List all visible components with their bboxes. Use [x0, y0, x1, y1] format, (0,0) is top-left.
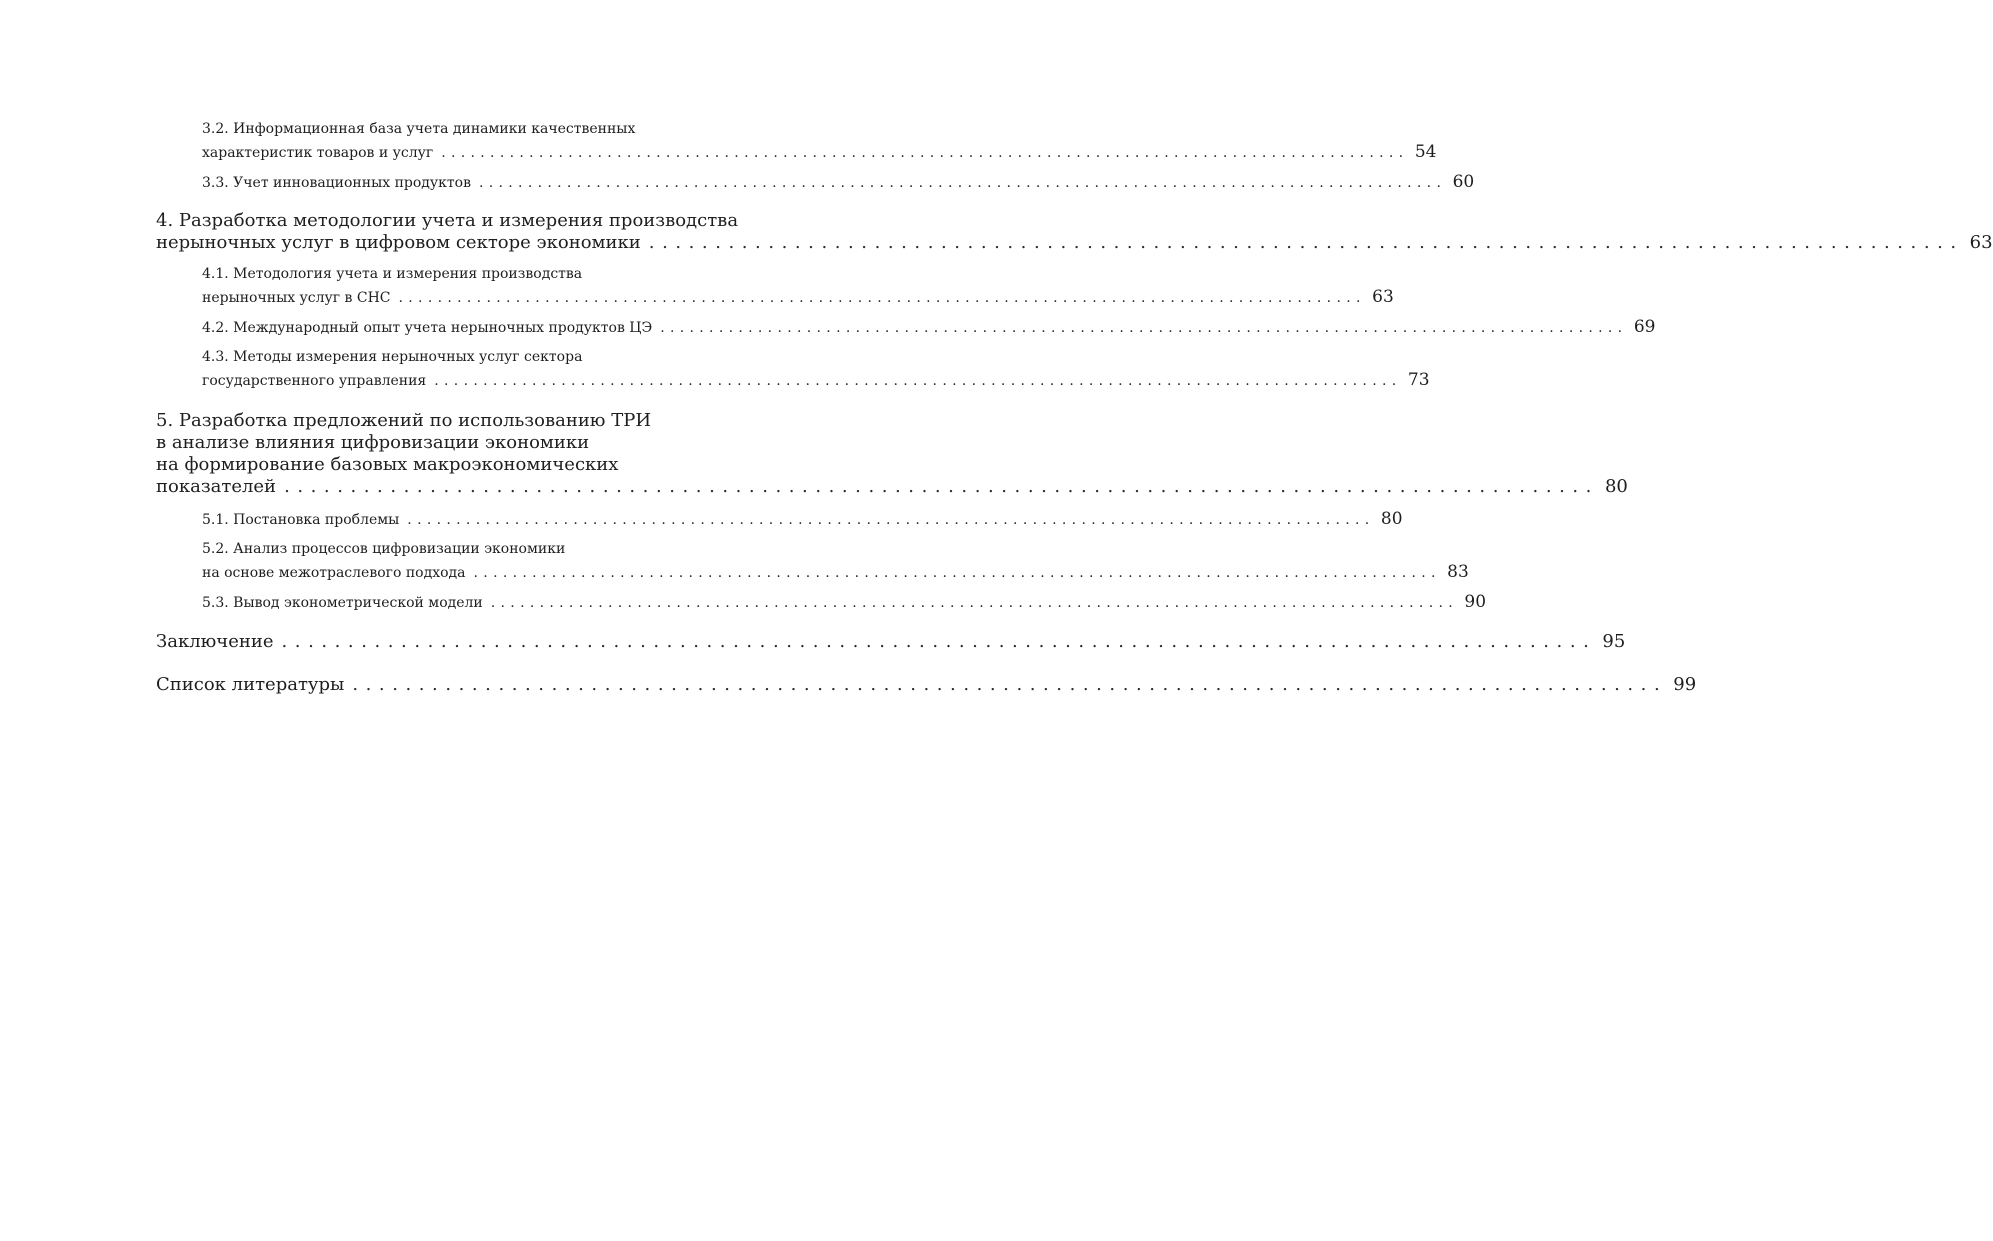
- dot-leader: ...................................................................................................: [648, 232, 1964, 253]
- toc-entry-title-line: 5.2. Анализ процессов цифровизации экономики: [202, 541, 566, 557]
- table-of-contents: [156, 118, 1993, 696]
- toc-entry-title: 4.2. Международный опыт учета нерыночных продуктов ЦЭ: [202, 320, 653, 336]
- dot-leader: ...................................................................................................: [441, 145, 1409, 161]
- toc-chapter-title-line: 5. Разработка предложений по использованию ТРИ: [156, 410, 652, 431]
- toc-entry-last-line: [202, 141, 1437, 165]
- dot-leader: ...................................................................................................: [398, 290, 1366, 306]
- dot-leader: ...................................................................................................: [434, 373, 1402, 389]
- toc-chapter-last-line: [156, 232, 1993, 254]
- toc-page-number: 80: [1604, 476, 1628, 497]
- toc-page-number: 83: [1447, 562, 1469, 582]
- toc-chapter-title: нерыночных услуг в цифровом секторе экономики: [156, 232, 641, 253]
- toc-chapter-title: Список литературы: [156, 674, 345, 695]
- toc-entry-last-line: [202, 369, 1430, 393]
- toc-page-number: 90: [1464, 592, 1487, 612]
- toc-entry-title: 3.3. Учет инновационных продуктов: [202, 175, 471, 191]
- toc-entry-last-line: [202, 591, 1487, 615]
- toc-page-number: 60: [1452, 172, 1475, 192]
- toc-chapter-last-line: [156, 674, 1697, 696]
- toc-page-number: 80: [1380, 509, 1403, 529]
- toc-page-number: 69: [1633, 317, 1656, 337]
- toc-entry-4-1[interactable]: [202, 263, 1394, 310]
- dot-leader: ...................................................................................................: [478, 175, 1447, 191]
- toc-page-number: 95: [1602, 631, 1626, 652]
- toc-entry-4-2[interactable]: [202, 316, 1656, 340]
- toc-entry-3-2[interactable]: [202, 118, 1437, 165]
- toc-entry-title: 5.1. Постановка проблемы: [202, 512, 400, 528]
- toc-entry-last-line: [202, 561, 1469, 585]
- toc-page-number: 63: [1372, 287, 1394, 307]
- toc-chapter-4[interactable]: [156, 210, 1993, 254]
- toc-entry-title: на основе межотраслевого подхода: [202, 565, 466, 581]
- toc-chapter-last-line: [156, 476, 1628, 498]
- dot-leader: ...................................................................................................: [407, 512, 1375, 528]
- toc-conclusion[interactable]: [156, 631, 1626, 653]
- dot-leader: ...................................................................................................: [660, 320, 1628, 336]
- toc-entry-5-2[interactable]: [202, 538, 1469, 585]
- dot-leader: ...................................................................................................: [284, 476, 1599, 497]
- toc-chapter-5[interactable]: [156, 410, 1628, 498]
- toc-entry-title: государственного управления: [202, 373, 427, 389]
- toc-references[interactable]: [156, 674, 1697, 696]
- toc-page-number: 63: [1969, 232, 1993, 253]
- toc-entry-last-line: [202, 171, 1475, 195]
- toc-entry-title: 5.3. Вывод эконометрической модели: [202, 595, 483, 611]
- toc-entry-last-line: [202, 508, 1403, 532]
- toc-entry-title-line: 4.1. Методология учета и измерения производства: [202, 266, 583, 282]
- toc-page-number: 73: [1407, 370, 1430, 390]
- toc-entry-last-line: [202, 316, 1656, 340]
- toc-entry-title: нерыночных услуг в СНС: [202, 290, 391, 306]
- toc-entry-3-3[interactable]: [202, 171, 1475, 195]
- toc-entry-last-line: [202, 286, 1394, 310]
- dot-leader: ...................................................................................................: [473, 565, 1441, 581]
- toc-chapter-title-line: 4. Разработка методологии учета и измерения производства: [156, 210, 739, 231]
- toc-entry-title-line: 3.2. Информационная база учета динамики качественных: [202, 121, 636, 137]
- toc-chapter-title-line: в анализе влияния цифровизации экономики: [156, 432, 590, 453]
- dot-leader: ...................................................................................................: [281, 631, 1597, 652]
- toc-page-number: 54: [1414, 142, 1437, 162]
- dot-leader: ...................................................................................................: [352, 674, 1668, 695]
- toc-entry-title: характеристик товаров и услуг: [202, 145, 434, 161]
- toc-entry-4-3[interactable]: [202, 346, 1430, 393]
- toc-chapter-title: показателей: [156, 476, 277, 497]
- dot-leader: ...................................................................................................: [490, 595, 1459, 611]
- toc-chapter-title-line: на формирование базовых макроэкономических: [156, 454, 619, 475]
- toc-chapter-title: Заключение: [156, 631, 274, 652]
- toc-entry-5-1[interactable]: [202, 508, 1403, 532]
- toc-entry-title-line: 4.3. Методы измерения нерыночных услуг сектора: [202, 349, 583, 365]
- toc-chapter-last-line: [156, 631, 1626, 653]
- toc-entry-5-3[interactable]: [202, 591, 1487, 615]
- toc-page-number: 99: [1673, 674, 1697, 695]
